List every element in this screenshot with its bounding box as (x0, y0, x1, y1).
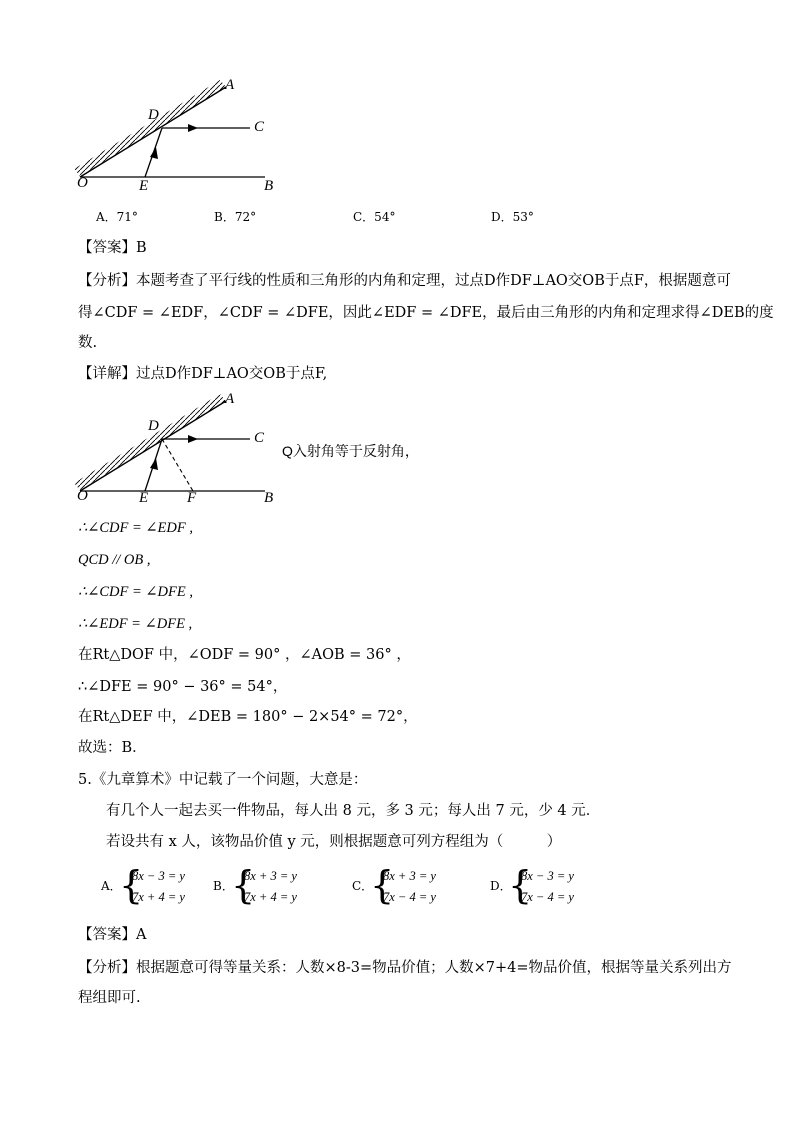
q5-option-b-eq2: 7x + 4 = y (244, 890, 297, 904)
q4-step-1: ∴∠CDF = ∠EDF , (78, 520, 193, 536)
q5-line-1: 有几个人一起去买一件物品，每人出 8 元，多 3 元；每人出 7 元，少 4 元． (106, 803, 601, 819)
q5-option-c-eq2: 7x − 4 = y (383, 890, 436, 904)
dashed-DF (162, 439, 193, 491)
q5-option-d-label: D． (490, 879, 512, 893)
label-C-2: C (254, 430, 265, 446)
label-B-2: B (264, 490, 274, 506)
q5-option-a-eq2: 7x + 4 = y (132, 890, 185, 904)
label-C: C (254, 119, 265, 135)
q4-answer: 【答案】B (78, 240, 147, 256)
brace-icon: { (119, 863, 144, 907)
q5-answer: 【答案】A (78, 927, 147, 943)
label-F-2: F (187, 490, 197, 506)
q5-title: 5.《九章算术》中记载了一个问题，大意是： (78, 772, 368, 788)
q5-option-b-label: B． (213, 879, 234, 893)
label-E-2: E (139, 490, 149, 506)
q4-step-5: 在Rt△DOF 中，∠ODF = 90° ，∠AOB = 36° ， (78, 647, 411, 663)
q5-option-a-label: A． (101, 879, 122, 893)
q5-line-2: 若设共有 x 人，该物品价值 y 元，则根据题意可列方程组为（ ） (106, 834, 562, 850)
q5-option-d-eq2: 7x − 4 = y (521, 890, 574, 904)
figure-2-side-note: Q入射角等于反射角， (282, 443, 419, 459)
label-E: E (139, 178, 149, 194)
q5-analysis-line-1: 【分析】根据题意可得等量关系：人数×8-3=物品价值；人数×7+4=物品价值，根据等量关系列出方 (78, 960, 732, 976)
q4-option-c: C．54° (353, 210, 396, 224)
brace-icon: { (508, 863, 533, 907)
q4-step-4: ∴∠EDF = ∠DFE , (78, 616, 193, 632)
arrow-ED-2 (150, 458, 158, 470)
q5-option-c-eq1: 8x + 3 = y (383, 869, 436, 883)
q4-option-a: A．71° (96, 210, 138, 224)
q4-option-d: D．53° (491, 210, 534, 224)
q4-step-2: QCD // OB , (78, 552, 151, 568)
q4-option-b: B．72° (214, 210, 257, 224)
q4-analysis-line-1: 【分析】本题考查了平行线的性质和三角形的内角和定理，过点D作DF⊥AO交OB于点F，根据题意可 (78, 273, 731, 289)
q5-option-d-eq1: 8x − 3 = y (521, 869, 574, 883)
q4-step-3: ∴∠CDF = ∠DFE , (78, 584, 193, 600)
q4-analysis-line-2: 得∠CDF = ∠EDF，∠CDF = ∠DFE，因此∠EDF = ∠DFE，最后由三角形的内角和定理求得∠DEB的度 (78, 305, 774, 321)
q4-step-6: ∴∠DFE = 90° − 36° = 54°， (78, 679, 288, 695)
label-D-2: D (148, 418, 159, 434)
q5-analysis-line-2: 程组即可. (78, 990, 141, 1006)
label-D: D (148, 107, 159, 123)
label-A: A (225, 77, 235, 93)
label-B: B (264, 178, 274, 194)
brace-icon: { (231, 863, 256, 907)
q4-step-8: 故选：B． (78, 740, 147, 756)
q5-option-b-eq1: 8x + 3 = y (244, 869, 297, 883)
label-A-2: A (225, 391, 235, 407)
label-O-2: O (77, 488, 88, 504)
mirror-line-OA-2 (80, 401, 226, 491)
q4-analysis-line-3: 数. (78, 335, 98, 351)
brace-icon: { (370, 863, 395, 907)
q5-option-a-eq1: 8x − 3 = y (132, 869, 185, 883)
q4-detail-head: 【详解】过点D作DF⊥AO交OB于点F, (78, 366, 328, 382)
q4-step-7: 在Rt△DEF 中，∠DEB = 180° − 2×54° = 72°， (78, 709, 418, 725)
arrow-DC-2 (188, 435, 198, 443)
q5-option-c-label: C． (352, 879, 374, 893)
label-O: O (77, 175, 88, 191)
